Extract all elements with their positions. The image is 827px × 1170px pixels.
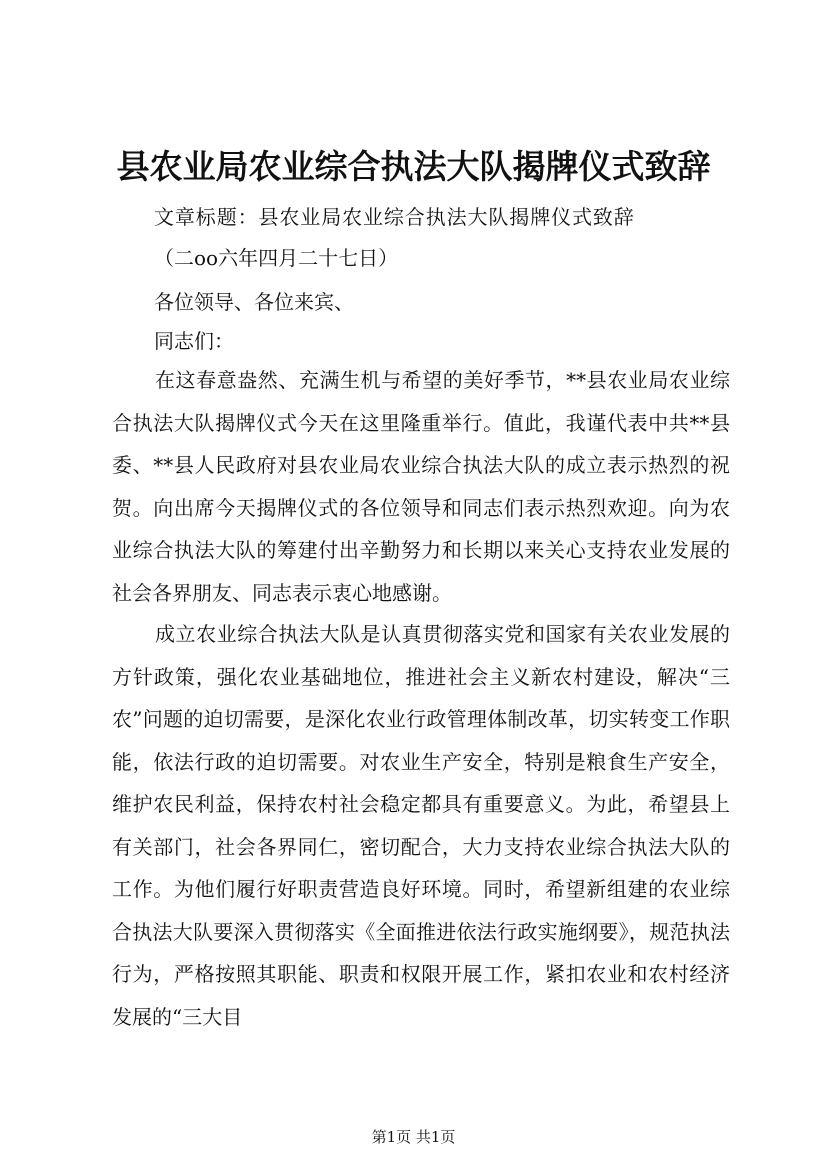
document-title: 县农业局农业综合执法大队揭牌仪式致辞 — [116, 147, 711, 186]
greeting-line: 各位领导、各位来宾、 — [154, 290, 354, 314]
body-paragraph: 成立农业综合执法大队是认真贯彻落实党和国家有关农业发展的方针政策，强化农业基础地位，推进社会主义新农村建设，解决“三农”问题的迫切需要，是深化农业行政管理体制改革，切实转变工作职能，依法行政的迫切需要。对农业生产安全，特别是粮食生产安全，维护农民利益，保持农村社会稳定都具有重要意义。为此，希望县上有关部门，社会各界同仁，密切配合，大力支持农业综合执法大队的工作。为他们履行好职责营造良好环境。同时，希望新组建的农业综合执法大队要深入贯彻落实《全面推进依法行政实施纲要》，规范执法行为，严格按照其职能、职责和权限开展工作，紧扣农业和农村经济发展的“三大目 — [112, 622, 730, 1029]
article-title-line: 文章标题：县农业局农业综合执法大队揭牌仪式致辞 — [154, 205, 635, 229]
date-line: （二oo六年四月二十七日） — [154, 246, 399, 270]
body-paragraph: 在这春意盎然、充满生机与希望的美好季节，**县农业局农业综合执法大队揭牌仪式今天在这里隆重举行。值此，我谨代表中共**县委、**县人民政府对县农业局农业综合执法大队的成立表示热烈的祝贺。向出席今天揭牌仪式的各位领导和同志们表示热烈欢迎。向为农业综合执法大队的筹建付出辛勤努力和长期以来关心支持农业发展的社会各界朋友、同志表示衷心地感谢。 — [112, 368, 730, 605]
page-footer: 第1页 共1页 — [371, 1128, 456, 1146]
address-line: 同志们： — [154, 329, 234, 353]
